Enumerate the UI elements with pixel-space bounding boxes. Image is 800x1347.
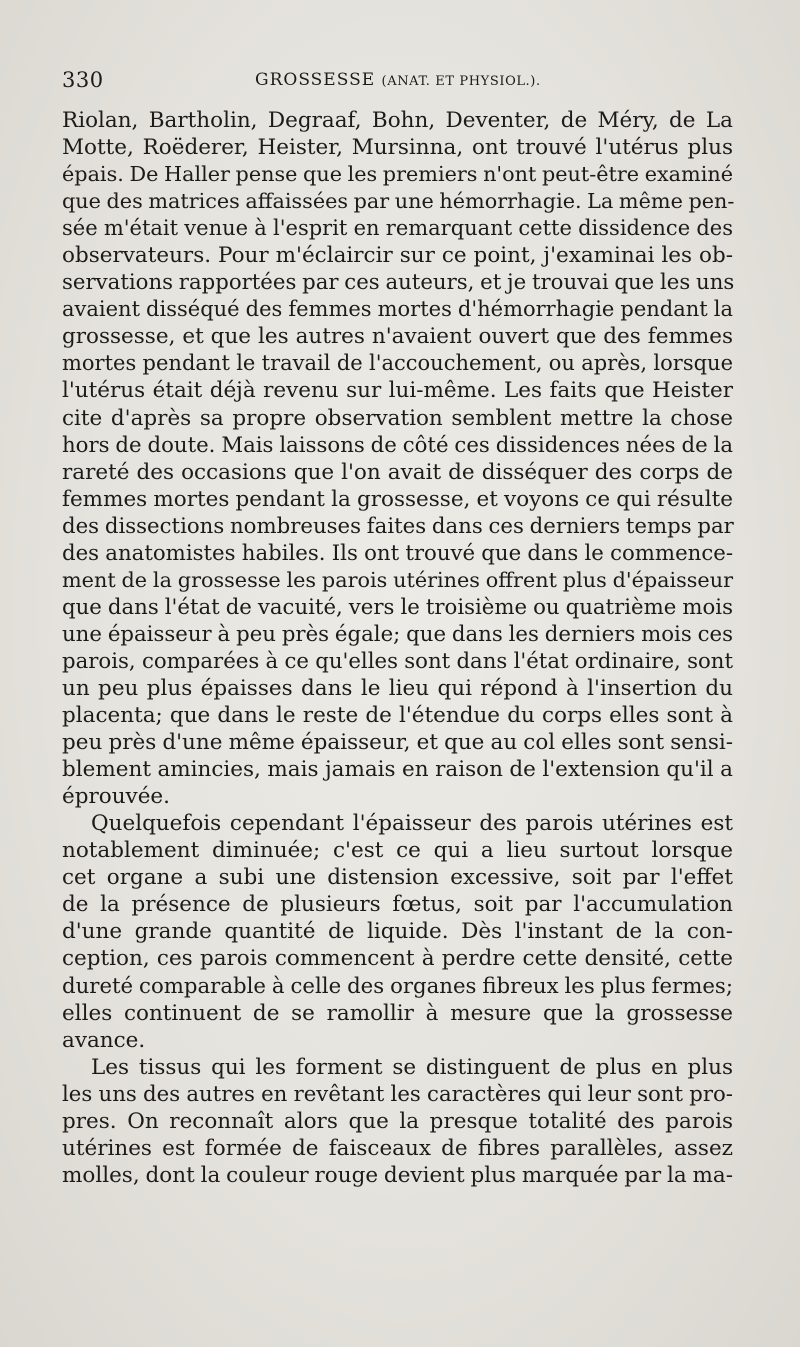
running-head-subtitle: (ANAT. ET PHYSIOL.). <box>381 74 541 89</box>
text-line: dureté comparable à celle des organes fibreux les plus fermes; <box>62 973 733 999</box>
text-line: de la présence de plusieurs fœtus, soit par l'accumulation <box>62 892 733 918</box>
text-line: notablement diminuée; c'est ce qui a lieu surtout lorsque <box>62 838 733 864</box>
text-line: éprouvée. <box>62 784 170 810</box>
text-line: Quelquefois cependant l'épaisseur des parois utérines est <box>91 811 733 837</box>
page-header <box>62 68 732 104</box>
text-line: ception, ces parois commencent à perdre cette densité, cette <box>62 946 733 972</box>
text-line: ment de la grossesse les parois utérines offrent plus d'épaisseur <box>62 567 733 592</box>
text-line: molles, dont la couleur rouge devient plus marquée par la ma- <box>62 1162 733 1188</box>
text-line: des dissections nombreuses faites dans ces derniers temps par <box>62 513 734 539</box>
text-line: mortes pendant le travail de l'accouchement, ou après, lorsque <box>62 351 733 376</box>
text-line: pres. On reconnaît alors que la presque totalité des parois <box>62 1108 733 1134</box>
text-line: elles continuent de se ramollir à mesure que la grossesse <box>62 1000 733 1026</box>
text-line: utérines est formée de faisceaux de fibres parallèles, assez <box>62 1135 733 1161</box>
text-line: un peu plus épaisses dans le lieu qui répond à l'insertion du <box>62 675 733 701</box>
text-line: rareté des occasions que l'on avait de disséquer des corps de <box>62 459 733 485</box>
text-line: d'une grande quantité de liquide. Dès l'instant de la con- <box>62 919 733 945</box>
text-line: parois, comparées à ce qu'elles sont dans l'état ordinaire, sont <box>62 648 733 674</box>
running-head <box>255 70 541 90</box>
running-head-title: GROSSESSE <box>255 70 376 90</box>
text-line: Motte, Roëderer, Heister, Mursinna, ont trouvé l'utérus plus <box>62 135 733 161</box>
text-line: cite d'après sa propre observation semblent mettre la chose <box>62 405 733 431</box>
text-line: les uns des autres en revêtant les caractères qui leur sont pro- <box>62 1081 733 1107</box>
text-line: avance. <box>62 1027 146 1053</box>
text-line: des anatomistes habiles. Ils ont trouvé que dans le commence- <box>62 540 733 566</box>
page-number: 330 <box>62 68 104 92</box>
text-line: épais. De Haller pense que les premiers n'ont peut-être examiné <box>62 162 733 187</box>
text-line: Riolan, Bartholin, Degraaf, Bohn, Deventer, de Méry, de La <box>62 108 733 133</box>
text-line: observateurs. Pour m'éclaircir sur ce point, j'examinai les ob- <box>62 243 733 269</box>
text-line: blement amincies, mais jamais en raison de l'extension qu'il a <box>62 757 733 783</box>
text-line: femmes mortes pendant la grossesse, et voyons ce qui résulte <box>62 486 733 512</box>
text-line: cet organe a subi une distension excessive, soit par l'effet <box>62 865 733 891</box>
text-line: avaient disséqué des femmes mortes d'hémorrhagie pendant la <box>62 297 733 322</box>
body-text <box>62 107 733 1189</box>
text-line: que des matrices affaissées par une hémorrhagie. La même pen- <box>62 189 735 214</box>
text-line: grossesse, et que les autres n'avaient ouvert que des femmes <box>62 324 733 350</box>
text-line: Les tissus qui les forment se distinguent de plus en plus <box>91 1054 733 1080</box>
text-line: hors de doute. Mais laissons de côté ces dissidences nées de la <box>62 432 733 458</box>
text-line: placenta; que dans le reste de l'étendue du corps elles sont à <box>62 703 733 729</box>
text-line: servations rapportées par ces auteurs, et je trouvai que les uns <box>62 270 735 296</box>
text-line: peu près d'une même épaisseur, et que au col elles sont sensi- <box>62 730 733 756</box>
text-line: sée m'était venue à l'esprit en remarquant cette dissidence des <box>62 216 733 241</box>
text-line: que dans l'état de vacuité, vers le troisième ou quatrième mois <box>62 594 733 620</box>
text-line: une épaisseur à peu près égale; que dans les derniers mois ces <box>62 621 733 647</box>
text-line: l'utérus était déjà revenu sur lui-même. Les faits que Heister <box>62 378 733 404</box>
